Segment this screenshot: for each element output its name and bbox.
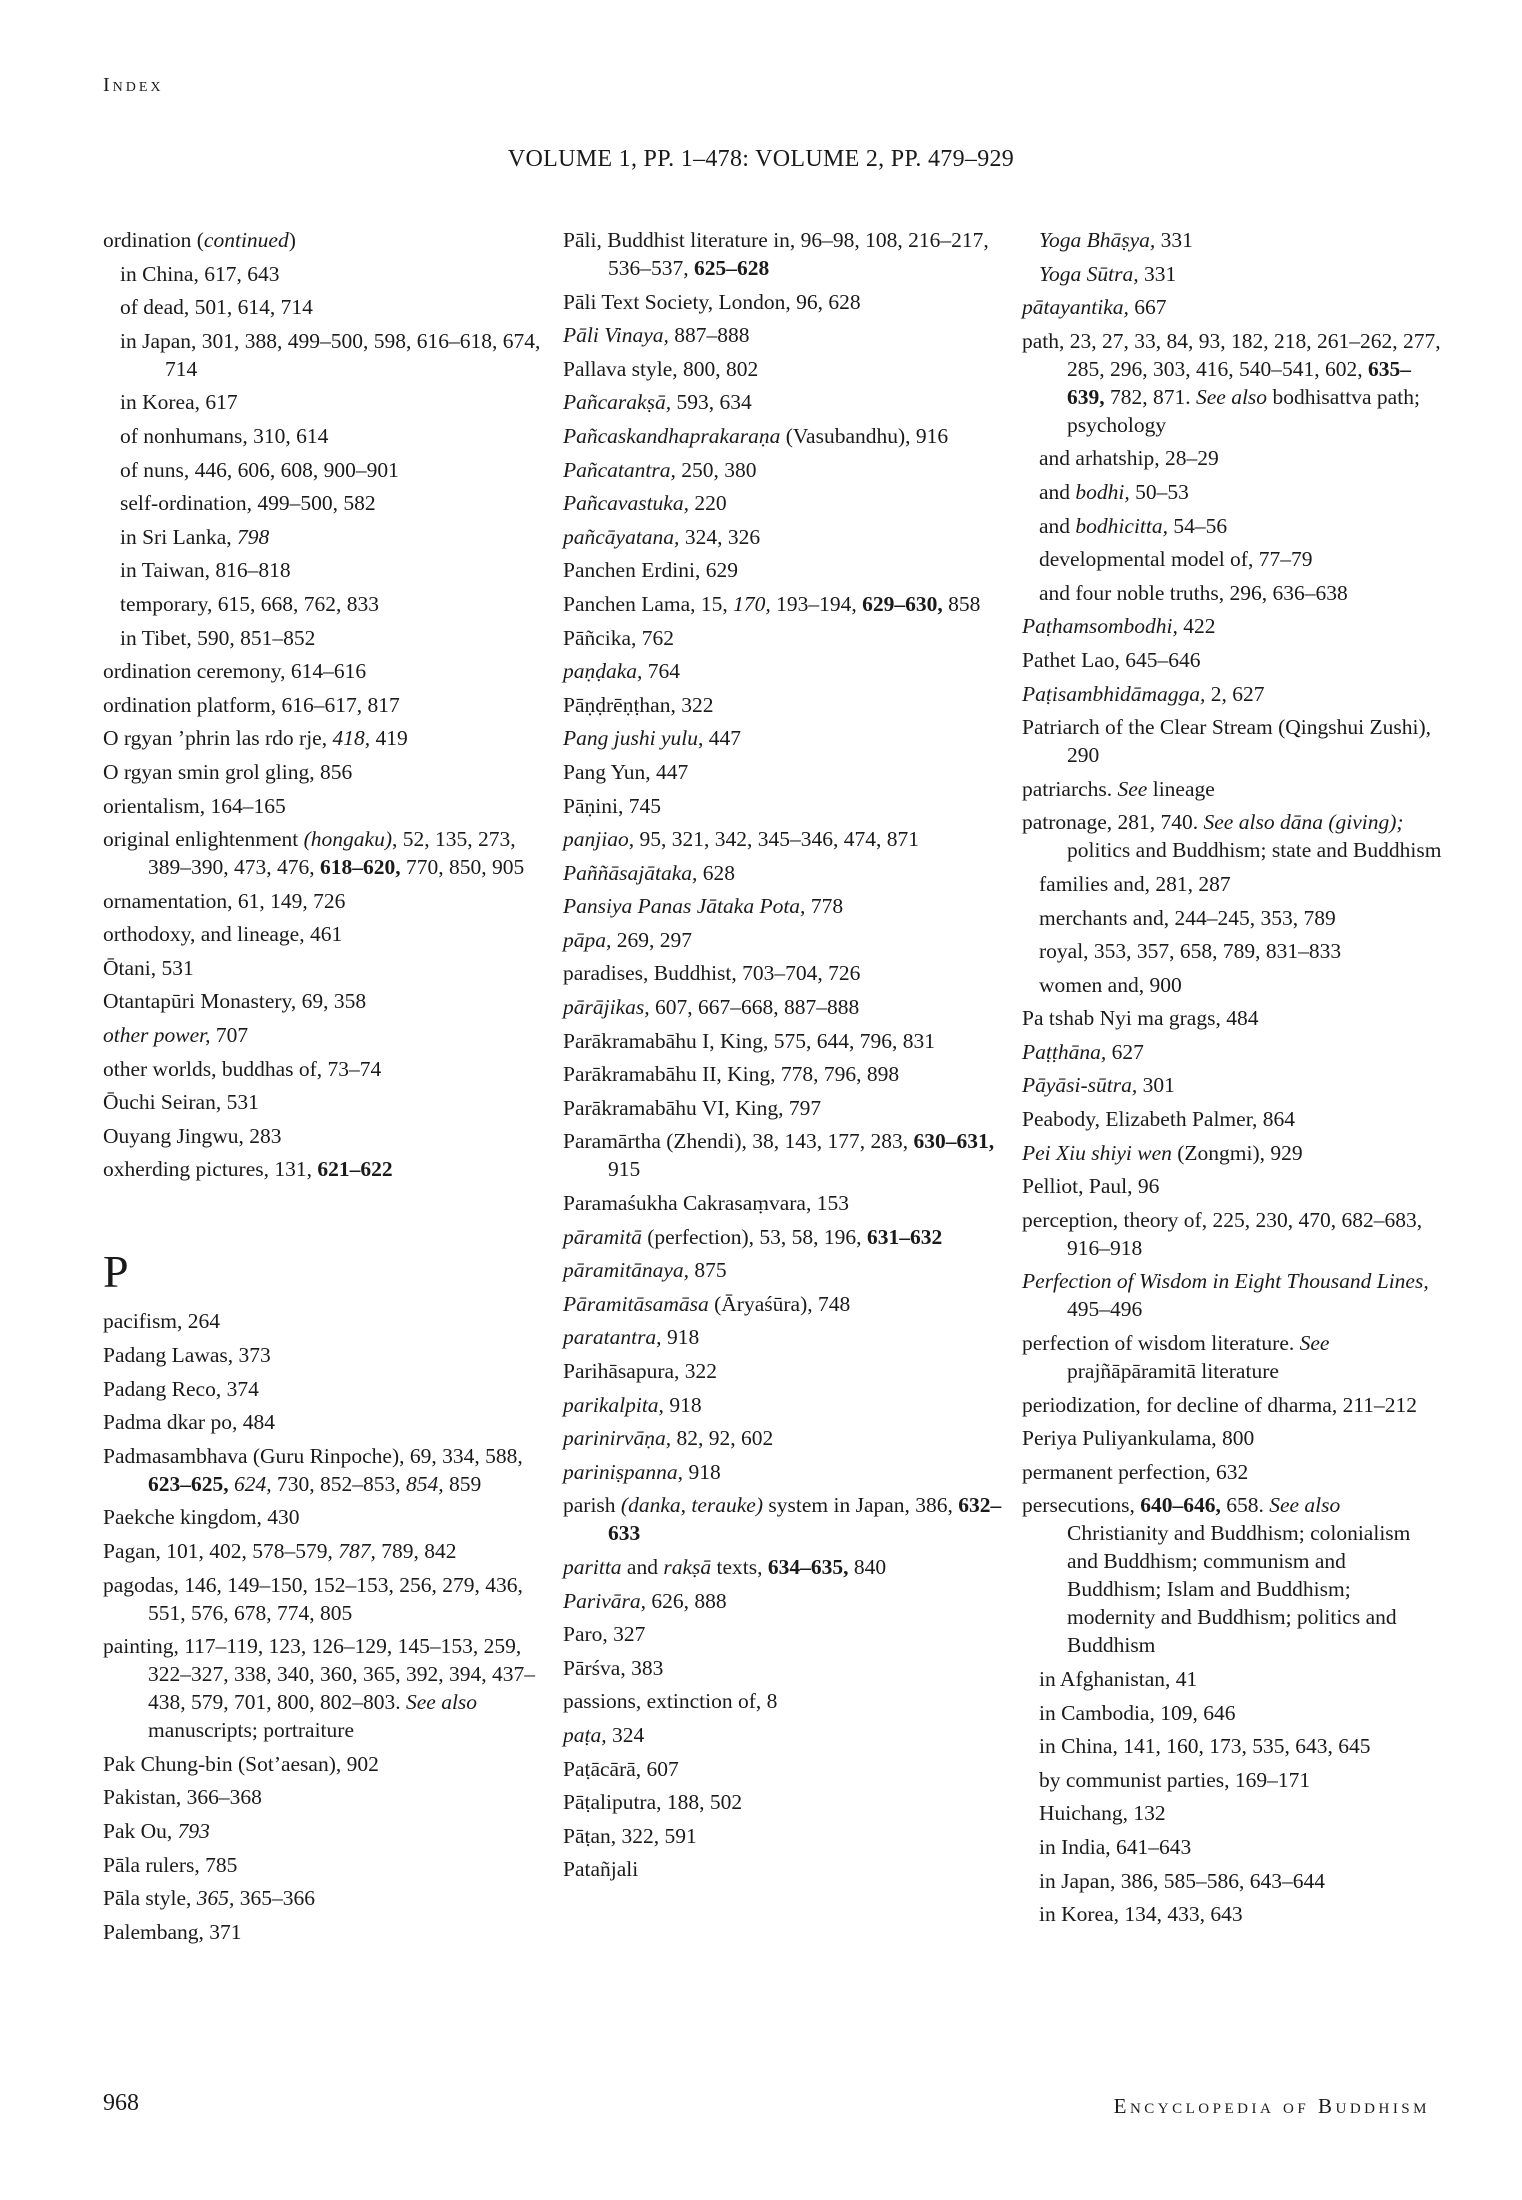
index-subentry: Yoga Bhāṣya, 331 — [1039, 228, 1193, 252]
index-entry: Ōuchi Seiran, 531 — [103, 1090, 259, 1115]
index-entry: Padang Reco, 374 — [103, 1376, 259, 1401]
index-entry: orthodoxy, and lineage, 461 — [103, 922, 343, 947]
index-entry: Pāramitāsamāsa (Āryaśūra), 748 — [563, 1291, 851, 1316]
index-subentry: families and, 281, 287 — [1039, 871, 1231, 896]
volume-range-line: VOLUME 1, PP. 1–478: VOLUME 2, PP. 479–929 — [507, 146, 1015, 172]
index-subentry: of nonhumans, 310, 614 — [120, 423, 329, 448]
index-entry: Pāṭan, 322, 591 — [563, 1823, 697, 1848]
index-entry: patriarchs. See lineage — [1022, 776, 1215, 801]
index-entry: Pāla rulers, 785 — [103, 1852, 238, 1877]
index-entry: Padmasambhava (Guru Rinpoche), 69, 334, 588, 623–625, 624, 730, 852–853, 854, 859 — [103, 1443, 523, 1496]
index-entry: Paramārtha (Zhendi), 38, 143, 177, 283, 630–631, 915 — [563, 1129, 995, 1182]
index-entry: pariniṣpanna, 918 — [563, 1459, 721, 1484]
index-entry: Pañcaskandhaprakaraṇa (Vasubandhu), 916 — [563, 423, 949, 448]
index-entry: Palembang, 371 — [103, 1919, 242, 1944]
index-subentry: royal, 353, 357, 658, 789, 831–833 — [1039, 939, 1342, 964]
index-entry: orientalism, 164–165 — [103, 793, 286, 818]
index-entry: pacifism, 264 — [103, 1309, 221, 1334]
page-number: 968 — [103, 2090, 139, 2116]
index-subentry: women and, 900 — [1039, 972, 1182, 997]
index-entry: Pelliot, Paul, 96 — [1022, 1174, 1160, 1199]
index-entry: Pāyāsi-sūtra, 301 — [1022, 1073, 1175, 1098]
index-subentry: Yoga Sūtra, 331 — [1039, 261, 1177, 286]
index-entry: pātayantika, 667 — [1022, 295, 1167, 320]
running-head: Index — [103, 74, 164, 96]
index-entry: patronage, 281, 740. See also dāna (giving); politics and Buddhism; state and Buddhism — [1022, 810, 1442, 863]
index-subentry: in Cambodia, 109, 646 — [1039, 1700, 1236, 1725]
index-entry: Otantapūri Monastery, 69, 358 — [103, 989, 367, 1014]
index-entry: Pāṇini, 745 — [563, 793, 661, 818]
index-entry: Perfection of Wisdom in Eight Thousand Lines, 495–496 — [1022, 1269, 1429, 1322]
index-entry: Paññāsajātaka, 628 — [563, 860, 735, 885]
index-subentry: in Korea, 134, 433, 643 — [1039, 1902, 1243, 1927]
index-entry: Pansiya Panas Jātaka Pota, 778 — [563, 894, 844, 919]
index-entry: ordination (continued) — [103, 228, 296, 252]
index-entry: paradises, Buddhist, 703–704, 726 — [563, 961, 861, 986]
index-entry: pagodas, 146, 149–150, 152–153, 256, 279, 436, 551, 576, 678, 774, 805 — [103, 1572, 523, 1625]
index-entry: paṭa, 324 — [563, 1722, 645, 1747]
index-entry: perfection of wisdom literature. See prajñāpāramitā literature — [1022, 1331, 1330, 1384]
index-entry: Ōtani, 531 — [103, 955, 194, 980]
index-subentry: merchants and, 244–245, 353, 789 — [1039, 905, 1336, 930]
index-entry: Pāli Text Society, London, 96, 628 — [563, 289, 861, 314]
index-entry: Ouyang Jingwu, 283 — [103, 1123, 282, 1148]
index-entry: pārājikas, 607, 667–668, 887–888 — [563, 995, 860, 1020]
index-entry: pāpa, 269, 297 — [563, 927, 692, 952]
index-subentry: self-ordination, 499–500, 582 — [120, 491, 376, 516]
index-entry: Paekche kingdom, 430 — [103, 1505, 300, 1530]
index-entry: Pāñcika, 762 — [563, 625, 675, 650]
index-entry: Panchen Lama, 15, 170, 193–194, 629–630, 858 — [563, 591, 981, 616]
index-subentry: in Korea, 617 — [120, 390, 238, 415]
index-entry: Paṭhamsombodhi, 422 — [1022, 614, 1216, 639]
index-entry: Patañjali — [563, 1857, 639, 1882]
index-subentry: in Afghanistan, 41 — [1039, 1667, 1198, 1691]
index-entry: Padang Lawas, 373 — [103, 1343, 271, 1368]
index-subentry: Huichang, 132 — [1039, 1801, 1166, 1826]
index-entry: paratantra, 918 — [563, 1325, 700, 1350]
index-entry: Panchen Erdini, 629 — [563, 558, 738, 583]
index-entry: pāramitā (perfection), 53, 58, 196, 631–632 — [563, 1224, 943, 1249]
index-entry: Pakistan, 366–368 — [103, 1785, 262, 1810]
index-entry: Periya Puliyankulama, 800 — [1022, 1426, 1255, 1451]
index-entry: parikalpita, 918 — [563, 1392, 702, 1417]
index-entry: pāramitānaya, 875 — [563, 1258, 727, 1283]
index-entry: Pa tshab Nyi ma grags, 484 — [1022, 1006, 1259, 1031]
index-entry: oxherding pictures, 131, 621–622 — [103, 1157, 393, 1182]
index-subentry: and four noble truths, 296, 636–638 — [1039, 580, 1348, 605]
index-entry: periodization, for decline of dharma, 211–212 — [1022, 1392, 1418, 1417]
index-entry: permanent perfection, 632 — [1022, 1459, 1249, 1484]
index-subentry: temporary, 615, 668, 762, 833 — [120, 591, 379, 616]
index-subentry: in India, 641–643 — [1039, 1834, 1192, 1859]
index-entry: Parivāra, 626, 888 — [563, 1588, 727, 1613]
index-entry: passions, extinction of, 8 — [563, 1689, 778, 1714]
index-entry: O rgyan smin grol gling, 856 — [103, 759, 353, 784]
index-entry: Paro, 327 — [563, 1622, 646, 1647]
index-entry: Pang Yun, 447 — [563, 759, 689, 784]
index-subentry: by communist parties, 169–171 — [1039, 1767, 1311, 1792]
index-entry: Pārśva, 383 — [563, 1655, 664, 1680]
section-letter: P — [103, 1246, 129, 1298]
index-entry: Parākramabāhu I, King, 575, 644, 796, 831 — [563, 1028, 935, 1053]
index-entry: Pāli, Buddhist literature in, 96–98, 108, 216–217, 536–537, 625–628 — [563, 228, 989, 280]
index-entry: painting, 117–119, 123, 126–129, 145–153, 259, 322–327, 338, 340, 360, 365, 392, 394, 437–438, 579, 701, 800, 802–803. See also manuscripts; portraiture — [103, 1634, 535, 1743]
index-entry: ordination ceremony, 614–616 — [103, 659, 367, 684]
index-entry: Paṭācārā, 607 — [563, 1756, 679, 1781]
index-subentry: of dead, 501, 614, 714 — [120, 295, 313, 320]
index-entry: Pallava style, 800, 802 — [563, 356, 759, 381]
index-entry: original enlightenment (hongaku), 52, 135, 273, 389–390, 473, 476, 618–620, 770, 850, 905 — [103, 827, 525, 880]
index-entry: ordination platform, 616–617, 817 — [103, 692, 400, 717]
index-subentry: and bodhi, 50–53 — [1039, 479, 1189, 504]
index-column-2 — [563, 226, 1013, 1889]
index-entry: parish (danka, terauke) system in Japan, 386, 632–633 — [563, 1493, 1002, 1546]
index-entry: Patriarch of the Clear Stream (Qingshui Zushi), 290 — [1022, 715, 1431, 768]
index-entry: Parākramabāhu VI, King, 797 — [563, 1095, 822, 1120]
index-entry: O rgyan ’phrin las rdo rje, 418, 419 — [103, 726, 408, 751]
index-entry: Pak Chung-bin (Sot’aesan), 902 — [103, 1751, 379, 1776]
index-entry: persecutions, 640–646, 658. See also Christianity and Buddhism; colonialism and Buddhism; communism and Buddhism; Islam and Buddhism; modernity and Buddhism; politics and Buddhism — [1022, 1493, 1411, 1658]
index-subentry: in China, 141, 160, 173, 535, 643, 645 — [1039, 1734, 1371, 1759]
index-entry: Paṭisambhidāmagga, 2, 627 — [1022, 681, 1265, 706]
index-subentry: in Sri Lanka, 798 — [120, 524, 270, 549]
index-entry: parinirvāṇa, 82, 92, 602 — [563, 1426, 774, 1451]
index-entry: Parihāsapura, 322 — [563, 1359, 718, 1383]
index-entry: Pañcavastuka, 220 — [563, 491, 727, 516]
index-entry: other power, 707 — [103, 1023, 249, 1048]
index-entry: Padma dkar po, 484 — [103, 1410, 275, 1435]
index-entry: Parākramabāhu II, King, 778, 796, 898 — [563, 1062, 900, 1087]
index-subentry: in China, 617, 643 — [120, 261, 280, 286]
book-title: Encyclopedia of Buddhism — [1113, 2094, 1430, 2118]
index-entry: Pak Ou, 793 — [103, 1818, 210, 1843]
index-column-1 — [103, 226, 543, 1951]
index-entry: Pāṭaliputra, 188, 502 — [563, 1790, 743, 1815]
index-subentry: in Japan, 301, 388, 499–500, 598, 616–618, 674, 714 — [120, 328, 541, 381]
index-entry: Pei Xiu shiyi wen (Zongmi), 929 — [1022, 1140, 1303, 1165]
index-entry: Peabody, Elizabeth Palmer, 864 — [1022, 1107, 1295, 1132]
index-subentry: and bodhicitta, 54–56 — [1039, 513, 1228, 538]
index-entry: Pang jushi yulu, 447 — [563, 726, 741, 751]
index-subentry: in Tibet, 590, 851–852 — [120, 625, 316, 650]
index-entry: Pañcarakṣā, 593, 634 — [563, 390, 752, 415]
index-entry: ornamentation, 61, 149, 726 — [103, 888, 346, 913]
index-entry: path, 23, 27, 33, 84, 93, 182, 218, 261–262, 277, 285, 296, 303, 416, 540–541, 602, 635–639, 782, 871. See also bodhisattva path; psychology — [1022, 328, 1441, 437]
index-subentry: of nuns, 446, 606, 608, 900–901 — [120, 457, 399, 482]
index-column-3 — [1022, 226, 1442, 1934]
index-entry: Paṭṭhāna, 627 — [1022, 1039, 1144, 1064]
index-subentry: in Japan, 386, 585–586, 643–644 — [1039, 1868, 1326, 1893]
index-entry: pañcāyatana, 324, 326 — [563, 524, 761, 549]
index-entry: Pāla style, 365, 365–366 — [103, 1886, 315, 1911]
index-entry: Pagan, 101, 402, 578–579, 787, 789, 842 — [103, 1539, 457, 1563]
index-entry: Pāli Vinaya, 887–888 — [563, 323, 750, 348]
index-subentry: developmental model of, 77–79 — [1039, 547, 1313, 572]
index-subentry: and arhatship, 28–29 — [1039, 446, 1219, 471]
index-entry: paṇḍaka, 764 — [563, 659, 681, 684]
index-entry: panjiao, 95, 321, 342, 345–346, 474, 871 — [563, 827, 919, 852]
index-entry: paritta and rakṣā texts, 634–635, 840 — [563, 1554, 887, 1579]
index-entry: Paramaśukha Cakrasaṃvara, 153 — [563, 1191, 849, 1216]
index-subentry: in Taiwan, 816–818 — [120, 558, 291, 583]
index-entry: Pañcatantra, 250, 380 — [563, 457, 757, 482]
index-entry: other worlds, buddhas of, 73–74 — [103, 1056, 382, 1081]
index-entry: Pāṇḍrēṇṭhan, 322 — [563, 692, 714, 717]
index-entry: Pathet Lao, 645–646 — [1022, 647, 1201, 672]
index-entry: perception, theory of, 225, 230, 470, 682–683, 916–918 — [1022, 1207, 1423, 1260]
